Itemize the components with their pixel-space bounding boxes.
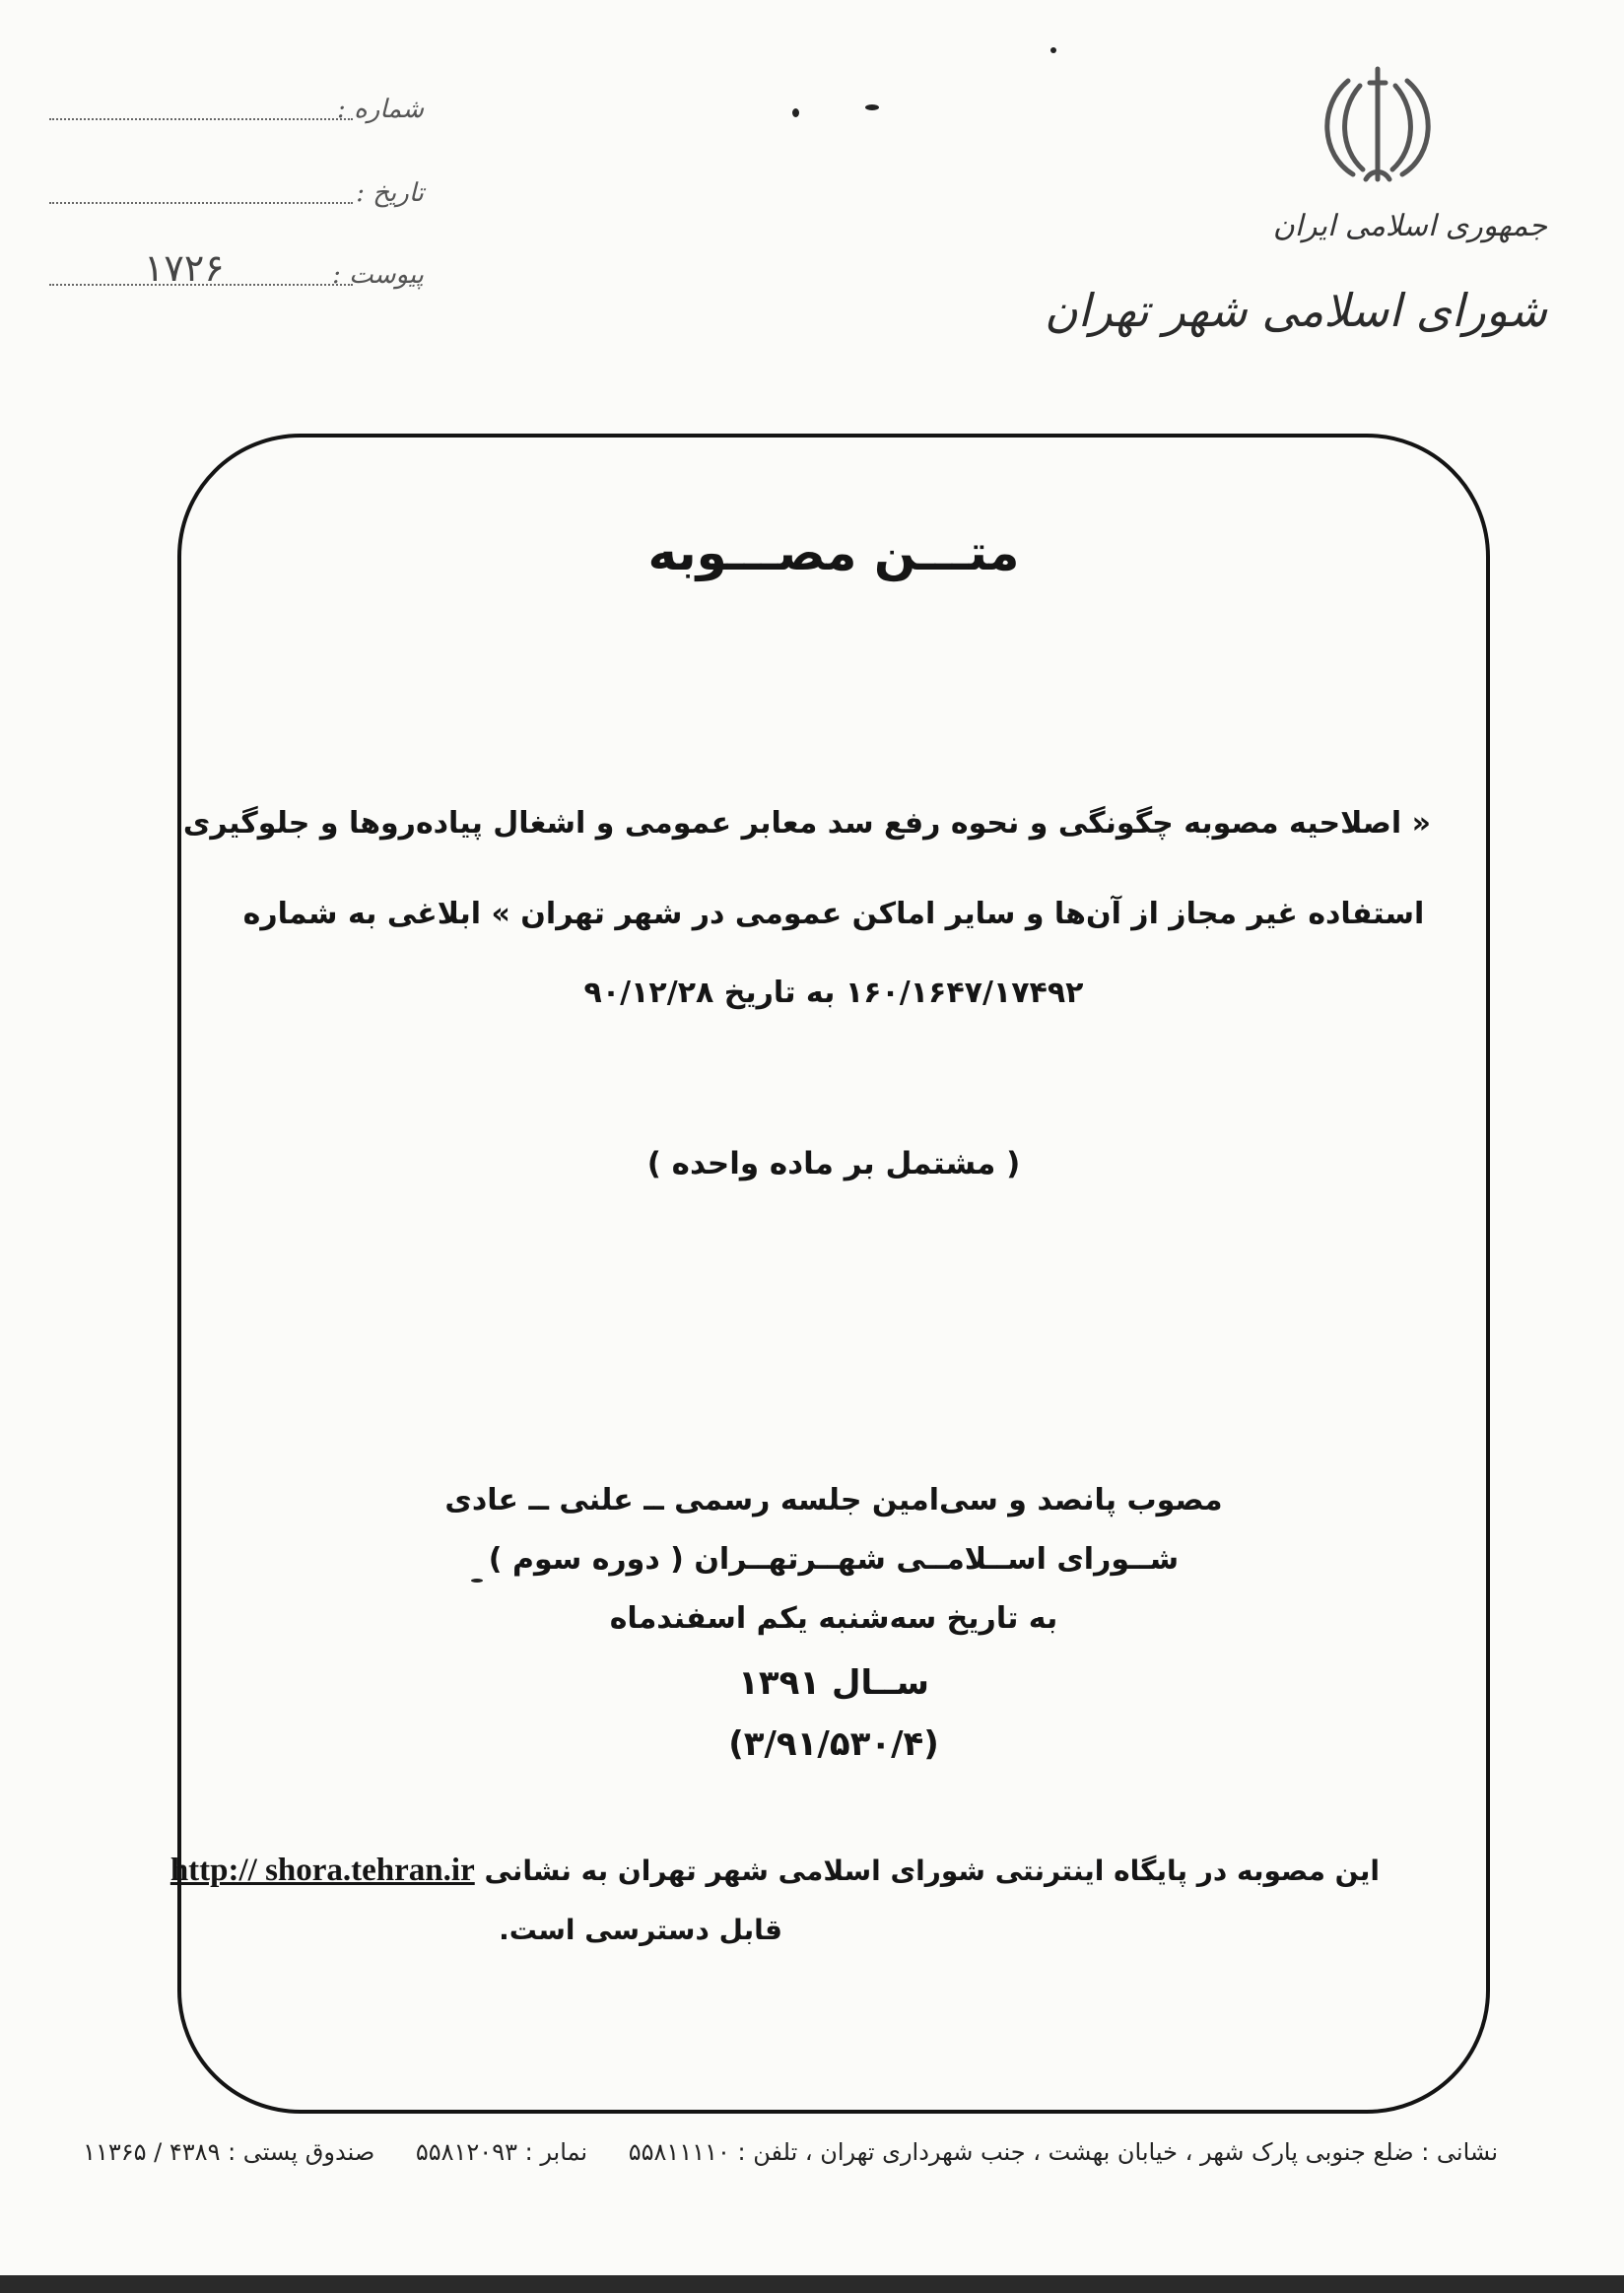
attachment-field	[49, 246, 424, 294]
description-line-1: « اصلاحیه مصوبه چگونگی و نحوه رفع سد معابر عمومی و اشغال پیاده‌روها و جلوگیری	[182, 806, 1431, 841]
footer-address: نشانی : ضلع جنوبی پارک شهر ، خیابان بهشت ، جنب شهرداری تهران ، تلفن : ۵۵۸۱۱۱۱۰	[628, 2138, 1498, 2166]
footer-contact	[83, 2138, 1498, 2166]
approval-year: ســال ۱۳۹۱	[738, 1663, 929, 1703]
number-field	[49, 89, 424, 128]
availability-text: این مصوبه در پایگاه اینترنتی شورای اسلامی شهر تهران به نشانی	[484, 1855, 1380, 1887]
country-name: جمهوری اسلامی ایران	[1272, 209, 1547, 243]
number-dotted-line	[49, 118, 353, 120]
approval-line-3: به تاریخ سه‌شنبه یکم اسفندماه	[609, 1601, 1058, 1636]
approval-code: (۳/۹۱/۵۳۰/۴)	[728, 1724, 939, 1764]
availability-text-2: قابل دسترسی است.	[499, 1914, 782, 1946]
availability-note	[169, 1853, 1380, 1889]
iran-emblem-icon	[1309, 61, 1447, 189]
scan-speck	[865, 104, 879, 110]
date-dotted-line	[49, 202, 353, 204]
council-website-link[interactable]: http:// shora.tehran.ir	[169, 1853, 475, 1888]
number-label: شماره :	[337, 95, 424, 124]
date-field	[49, 172, 424, 212]
attachment-value: ۱۷۲۶	[144, 246, 225, 290]
footer-po-box: صندوق پستی : ۴۳۸۹ / ۱۱۳۶۵	[83, 2138, 375, 2166]
scan-speck	[1050, 47, 1056, 53]
description-line-3: ۱۶۰/۱۶۴۷/۱۷۴۹۲ به تاریخ ۹۰/۱۲/۲۸	[583, 976, 1084, 1010]
scope-note: ( مشتمل بر ماده واحده )	[646, 1146, 1021, 1181]
approval-line-2: شــورای اســلامــی شهــرتهــران ( دوره سوم )	[488, 1542, 1180, 1577]
organization-name: شورای اسلامی شهر تهران	[1045, 284, 1547, 337]
description-line-2: استفاده غیر مجاز از آن‌ها و سایر اماکن عمومی در شهر تهران » ابلاغی به شماره	[242, 897, 1425, 931]
document-title: متـــن مصـــوبه	[647, 524, 1020, 581]
date-label: تاریخ :	[356, 178, 424, 208]
attachment-label: پیوست :	[332, 260, 424, 290]
approval-line-1: مصوب پانصد و سی‌امین جلسه رسمی ــ علنی ــ عادی	[444, 1483, 1223, 1517]
scan-edge	[0, 2275, 1624, 2293]
scan-speck	[792, 108, 799, 117]
scan-speck	[471, 1579, 483, 1583]
footer-fax: نمابر : ۵۵۸۱۲۰۹۳	[415, 2138, 588, 2166]
